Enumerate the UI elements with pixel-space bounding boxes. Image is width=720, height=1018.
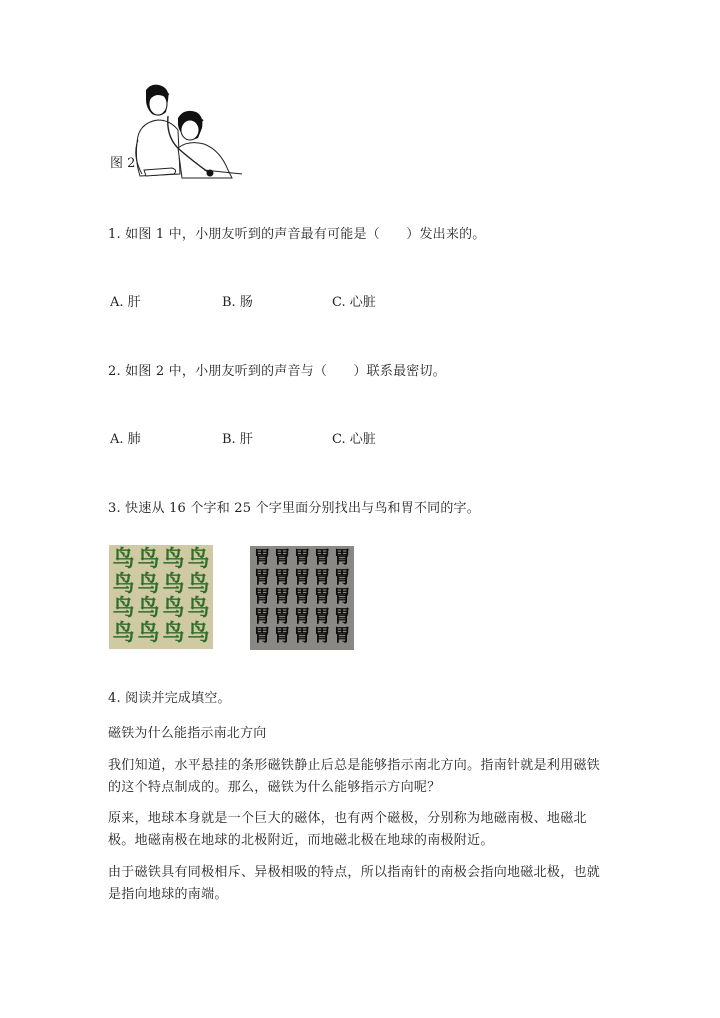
- stomach-char: 胃: [333, 606, 351, 627]
- bird-char: 鸟: [112, 571, 135, 597]
- passage-paragraph-3: 由于磁铁具有同极相斥、异极相吸的特点，所以指南针的南极会指向地磁北极，也就是指向地球的南端。: [108, 865, 601, 902]
- stomach-char: 胃: [313, 626, 331, 647]
- stomach-char: 胃: [293, 567, 311, 588]
- bird-char: 鸟: [187, 547, 210, 572]
- passage-title: 磁铁为什么能指示南北方向: [108, 726, 267, 741]
- figure-2-illustration: [108, 78, 248, 188]
- stomach-char: 胃: [253, 587, 271, 608]
- bird-char: 鸟: [137, 620, 160, 646]
- stomach-char: 胃: [313, 548, 331, 568]
- passage-paragraph-1: 我们知道，水平悬挂的条形磁铁静止后总是能够指示南北方向。指南针就是利用磁铁的这个特点制成的。那么，磁铁为什么能够指示方向呢？: [108, 758, 601, 795]
- stomach-char: 胃: [273, 567, 291, 588]
- bird-char: 鸟: [112, 620, 135, 646]
- stomach-char: 胃: [293, 548, 311, 568]
- stomach-char: 胃: [333, 548, 351, 568]
- bird-char: 鸟: [187, 596, 210, 621]
- figure-2-caption: 图 2: [110, 156, 136, 171]
- stomach-character-grid: [250, 546, 354, 650]
- q1-option-b: B. 肠: [222, 295, 253, 310]
- passage-paragraph-2: 原来，地球本身就是一个巨大的磁体，也有两个磁极，分别称为地磁南极、地磁北极。地磁南极在地球的北极附近，而地磁北极在地球的南极附近。: [108, 811, 587, 848]
- bird-char: 鸟: [187, 620, 210, 646]
- stomach-char: 胃: [313, 587, 331, 608]
- question-3: 3. 快速从 16 个字和 25 个字里面分别找出与鸟和胃不同的字。: [108, 501, 480, 516]
- stomach-char: 胃: [273, 626, 291, 647]
- stomach-char: 胃: [293, 626, 311, 647]
- stomach-char: 胃: [333, 626, 351, 647]
- bird-char: 鸟: [187, 571, 210, 597]
- bird-char: 鸟: [162, 620, 185, 646]
- bird-char: 鸟: [162, 596, 185, 621]
- stomach-char: 胃: [313, 606, 331, 627]
- stomach-char: 胃: [253, 606, 271, 627]
- bird-char: 鸟: [162, 571, 185, 597]
- bird-character-grid: [109, 545, 213, 649]
- question-4: 4. 阅读并完成填空。: [108, 691, 231, 706]
- stomach-char: 胃: [273, 606, 291, 627]
- stomach-char: 胃: [333, 567, 351, 588]
- stomach-char: 胃: [253, 567, 271, 588]
- bird-char: 鸟: [137, 596, 160, 621]
- stomach-char: 胃: [253, 548, 271, 568]
- q2-option-c: C. 心脏: [332, 432, 376, 447]
- q1-option-a: A. 肝: [110, 295, 141, 310]
- bird-char: 鸟: [112, 596, 135, 621]
- question-2: 2. 如图 2 中，小朋友听到的声音与（ ）联系最密切。: [108, 364, 446, 379]
- stomach-char: 胃: [253, 626, 271, 647]
- boys-stethoscope-drawing: [108, 78, 248, 188]
- stomach-char: 胃: [293, 606, 311, 627]
- stomach-char: 胃: [313, 567, 331, 588]
- bird-char: 鸟: [112, 547, 135, 572]
- stomach-char: 胃: [293, 587, 311, 608]
- bird-char: 鸟: [162, 547, 185, 572]
- bird-char: 鸟: [137, 571, 160, 597]
- q1-option-c: C. 心脏: [332, 295, 376, 310]
- q2-option-a: A. 肺: [110, 432, 141, 447]
- stomach-char: 胃: [273, 587, 291, 608]
- stomach-char: 胃: [333, 587, 351, 608]
- question-1: 1. 如图 1 中，小朋友听到的声音最有可能是（ ）发出来的。: [108, 227, 486, 242]
- q2-option-b: B. 肝: [222, 432, 253, 447]
- stomach-char: 胃: [273, 548, 291, 568]
- bird-char: 鸟: [137, 547, 160, 572]
